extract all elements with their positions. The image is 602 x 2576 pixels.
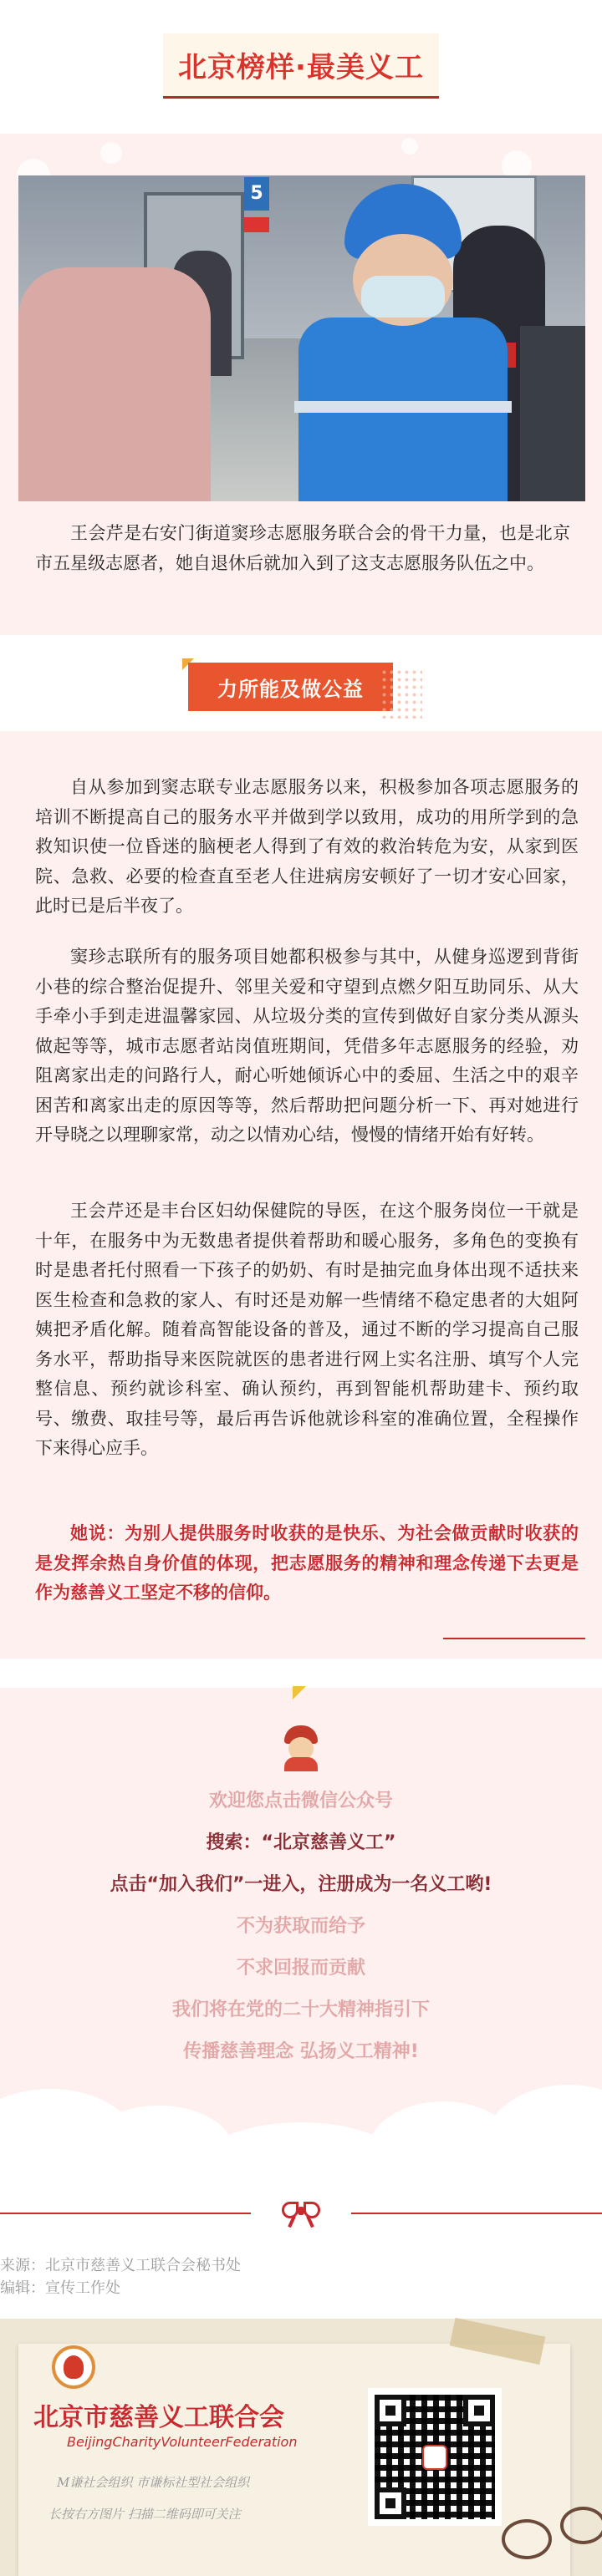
- cta-line-4: 不为获取而给予: [236, 1916, 365, 1937]
- header-title-box: [163, 33, 439, 99]
- cta-line-2: 搜索：“北京慈善义工”: [206, 1832, 396, 1853]
- qr-code[interactable]: [368, 2388, 502, 2526]
- org-logo-inner: [64, 2355, 84, 2379]
- section-header: [188, 663, 393, 711]
- header: [0, 0, 602, 125]
- editor-credit: 编辑：宣传工作处: [0, 2279, 120, 2297]
- divider-right: [351, 2213, 602, 2214]
- cta-line-3: 点击“加入我们”一进入，注册成为一名义工哟!: [110, 1874, 492, 1895]
- bow-knot: [298, 2207, 304, 2215]
- glasses-lens-left: [502, 2519, 552, 2559]
- cta-corner-decoration: [293, 1686, 306, 1700]
- qr-center-logo: [422, 2445, 447, 2470]
- cta-line-5: 不求回报而贡献: [236, 1958, 365, 1979]
- cta-line-1: 欢迎您点击微信公众号: [208, 1791, 393, 1811]
- body-paragraph-2: 窦珍志联所有的服务项目她都积极参与其中，从健身巡逻到背街小巷的综合整治促提升、邻里关爱和守望到点燃夕阳互助同乐、从大手牵小手到走进温馨家园、从垃圾分类的宣传到做好自家分类从源头做起等等，城市志愿者站岗值班期间，凭借多年志愿服务的经验，劝阻离家出走的问路行人，耐心听她倾诉心中的委屈、生活之中的艰辛困苦和离家出走的原因等等，然后帮助把问题分析一下、再对她进行开导晓之以理聊家常，动之以情劝心结，慢慢的情绪开始有好转。: [35, 947, 579, 1145]
- bow-loop-right: [304, 2202, 320, 2218]
- body-paragraph-3: 王会芹还是丰台区妇幼保健院的导医，在这个服务岗位一干就是十年，在服务中为无数患者提供着帮助和暖心服务，多角色的变换有时是患者托付照看一下孩子的奶奶、有时是抽完血身体出现不适扶来医生检查和急救的家人、有时还是劝解一些情绪不稳定患者的大姐阿姨把矛盾化解。随着高智能设备的普及，通过不断的学习提高自己服务水平，帮助指导来医院就医的患者进行网上实名注册、填写个人完整信息、预约就诊科室、确认预约，再到智能机帮助建卡、预约取号、缴费、取挂号等，最后再告诉他就诊科室的准确位置，全程操作下来得心应手。: [35, 1201, 579, 1458]
- photo-sign-red: [244, 217, 269, 232]
- qr-finder-bottom-left: [375, 2487, 406, 2519]
- page-title: 北京榜样·最美义工: [178, 51, 424, 84]
- photo-person-left: [18, 267, 211, 501]
- volunteer-photo: [18, 175, 585, 501]
- bow-loop-left: [282, 2202, 298, 2218]
- avatar-body: [284, 1757, 318, 1771]
- photo-sign-number: 5: [244, 177, 269, 211]
- photo-kiosk: [520, 326, 585, 501]
- quote-paragraph: 她说：为别人提供服务时收获的是快乐、为社会做贡献时收获的是发挥余热自身价值的体现，把志愿服务的精神和理念传递下去更是作为慈善义工坚定不移的信仰。: [35, 1523, 579, 1603]
- qr-pattern: [375, 2395, 495, 2519]
- bokeh-decoration: [100, 142, 122, 164]
- section-end-line: [443, 1638, 585, 1639]
- source-credit: 来源：北京市慈善义工联合会秘书处: [0, 2257, 241, 2274]
- org-english-name: BeijingCharityVolunteerFederation: [67, 2434, 298, 2450]
- bokeh-decoration: [401, 138, 418, 155]
- org-name: 北京市慈善义工联合会: [33, 2403, 284, 2432]
- section-title: 力所能及做公益: [217, 677, 364, 701]
- divider-left: [0, 2213, 251, 2214]
- footer-slogan-1: M谦社会组织 市谦标社型社会组织: [57, 2475, 250, 2490]
- photo-vest-stripe: [294, 401, 512, 413]
- intro-paragraph: 王会芹是右安门街道窦珍志愿服务联合会的骨干力量，也是北京市五星级志愿者，她自退休后就加入到了这支志愿服务队伍之中。: [35, 523, 570, 573]
- photo-mask: [361, 276, 445, 318]
- footer-slogan-2: 长按右方图片 扫描二维码即可关注: [48, 2507, 241, 2522]
- volunteer-avatar-icon: [280, 1725, 322, 1771]
- glasses-decoration: [502, 2494, 602, 2576]
- body-paragraph-1: 自从参加到窦志联专业志愿服务以来，积极参加各项志愿服务的培训不断提高自己的服务水平并做到学以致用，成功的用所学到的急救知识使一位昏迷的脑梗老人得到了有效的救治转危为安，从家到医院、急救、必要的检查直至老人住进病房安顿好了一切才安心回家，此时已是后半夜了。: [35, 777, 579, 916]
- cta-line-7: 传播慈善理念 弘扬义工精神!: [183, 2041, 419, 2062]
- dot-pattern-decoration: [380, 668, 422, 719]
- glasses-lens-right: [560, 2507, 602, 2544]
- bow-icon: [282, 2197, 320, 2228]
- cta-line-6: 我们将在党的二十大精神指引下: [171, 1999, 430, 2020]
- qr-finder-top-right: [463, 2395, 495, 2426]
- qr-finder-top-left: [375, 2395, 406, 2426]
- org-logo-icon: [52, 2345, 95, 2389]
